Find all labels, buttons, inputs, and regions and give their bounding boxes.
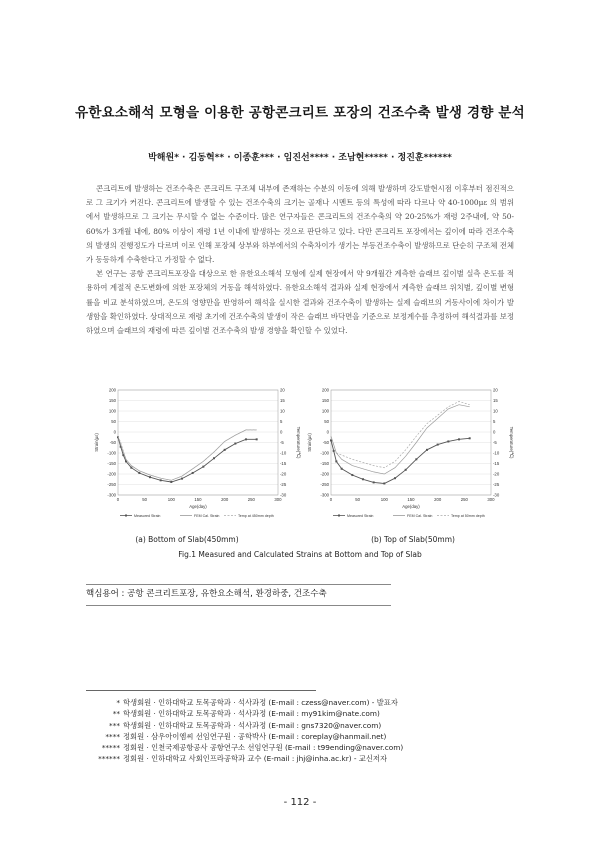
footnote-rule <box>86 690 316 691</box>
footnote-mark: **** <box>105 731 120 741</box>
legend-label: Measured Strain <box>347 514 374 518</box>
x-tick-label: 200 <box>434 497 442 502</box>
y2-tick-label: 5 <box>280 419 283 424</box>
footnote <box>86 720 516 731</box>
data-point <box>181 478 183 480</box>
data-point <box>224 449 226 451</box>
y2-tick-label: 15 <box>280 398 285 403</box>
legend-label: Temp at 450mm depth <box>238 514 274 518</box>
keywords-rule-bottom <box>86 605 391 606</box>
y-tick-label: -150 <box>320 461 329 466</box>
footnote-mark: * <box>116 698 120 707</box>
y2-tick-label: -10 <box>280 450 287 456</box>
y-tick-label: -200 <box>320 471 329 477</box>
footnote-mark: *** <box>109 720 120 730</box>
y-tick-label: -150 <box>107 461 116 466</box>
y2-tick-label: 0 <box>280 429 283 435</box>
keywords: 핵심용어 : 공항 콘크리트포장, 유한요소해석, 환경하중, 건조수축 <box>86 589 327 599</box>
data-point <box>170 481 172 483</box>
y2-tick-label: -25 <box>493 482 500 487</box>
y2-tick-label: -20 <box>280 471 287 477</box>
chart-top-of-slab <box>305 385 515 535</box>
y-tick-label: -300 <box>320 492 329 498</box>
y-tick-label: -250 <box>320 482 329 487</box>
data-point <box>125 460 127 462</box>
data-point <box>245 438 247 440</box>
y-tick-label: -200 <box>107 471 116 477</box>
y2-tick-label: 5 <box>493 419 496 424</box>
y2-tick-label: 10 <box>280 408 285 414</box>
legend-label: FEM Cal. Strain <box>194 514 220 518</box>
x-tick-label: 150 <box>194 497 202 502</box>
x-tick-label: 200 <box>221 497 229 502</box>
x-tick-label: 50 <box>142 497 148 502</box>
footnote-text: 정회원 · 인하대학교 사회인프라공학과 교수 (E-mail : jhj@inha.ac.kr) - 교신저자 <box>123 754 388 764</box>
data-point <box>426 449 428 451</box>
data-point <box>202 466 204 468</box>
y2-tick-label: -25 <box>280 482 287 487</box>
x-axis-label: Age(day) <box>189 504 207 509</box>
figure-caption: Fig.1 Measured and Calculated Strains at Bottom and Top of Slab <box>178 550 422 559</box>
data-point <box>335 460 337 462</box>
y-tick-label: -100 <box>107 450 116 456</box>
y2-tick-label: -30 <box>493 492 500 498</box>
y-axis-label: Strain(με) <box>307 433 312 452</box>
legend-label: Temp at 50mm depth <box>451 514 485 518</box>
chart-top-svg <box>305 385 515 535</box>
data-point <box>192 472 194 474</box>
data-point <box>351 474 353 476</box>
y-tick-label: 0 <box>326 429 329 435</box>
legend-marker <box>338 515 340 517</box>
footnote-text: 학생회원 · 인하대학교 토목공학과 · 석사과정 (E-mail : gns7320@naver.com) <box>123 720 382 730</box>
data-point <box>333 450 335 452</box>
data-point <box>130 467 132 469</box>
y2-axis-label: Temperature(℃) <box>296 426 301 459</box>
y-tick-label: 200 <box>321 387 329 393</box>
y2-tick-label: -5 <box>280 440 284 445</box>
x-tick-label: 50 <box>355 497 361 502</box>
footnote <box>86 753 516 764</box>
footnote <box>86 731 516 742</box>
figure-caption-a: (a) Bottom of Slab(450mm) <box>135 535 239 544</box>
keywords-rule-top <box>86 584 391 585</box>
x-axis-label: Age(day) <box>402 504 420 509</box>
x-tick-label: 0 <box>116 497 120 502</box>
data-point <box>234 443 236 445</box>
data-point <box>394 477 396 479</box>
data-point <box>160 479 162 481</box>
legend-label: Measured Strain <box>134 514 161 518</box>
data-point <box>383 482 385 484</box>
y-axis-label: Strain(με) <box>94 433 99 452</box>
y-tick-label: -50 <box>109 440 116 445</box>
data-point <box>341 468 343 470</box>
data-point <box>149 476 151 478</box>
page-number: - 112 - <box>283 797 317 808</box>
y-tick-label: 100 <box>321 408 329 414</box>
y-tick-label: 200 <box>108 387 116 393</box>
legend-marker <box>125 515 127 517</box>
y2-tick-label: -10 <box>493 450 500 456</box>
y2-tick-label: -5 <box>493 440 497 445</box>
abstract-paragraph-2: 본 연구는 공항 콘크리트포장을 대상으로 한 유한요소해석 모형에 실제 현장에서 약 9개월간 계측한 슬래브 깊이별 실측 온도를 적용하여 계절적 온도변화에 의한 포장체의 거동을 해석하였다. 유한요소해석 결과와 실제 현장에서 계측한 슬래브 위치별, 깊이별 변형률을 비교 분석하였으며, 온도의 영향만을 반영하여 해석을 실시한 결과와 건조수축이 발생하는 실제 슬래브의 거동사이에 차이가 발생함을 확인하였다. 상대적으로 재령 초기에 건조수축의 발생이 작은 슬래브 바닥면을 기준으로 보정계수를 추정하여 해석결과를 보정하였으며 슬래브의 재령에 따른 깊이별 건조수축의 발생 경향을 확인할 수 있었다. <box>86 269 514 336</box>
data-point <box>256 438 258 440</box>
footnote-mark: ** <box>112 709 120 719</box>
footnote <box>86 708 516 719</box>
legend-label: FEM Cal. Strain <box>407 514 433 518</box>
y-tick-label: -100 <box>320 450 329 456</box>
series-line <box>331 402 470 468</box>
data-point <box>447 440 449 442</box>
abstract-paragraph-1: 콘크리트에 발생하는 건조수축은 콘크리트 구조체 내부에 존재하는 수분의 이동에 의해 발생하며 강도발현시점 이후부터 점진적으로 그 크기가 커진다. 콘크리트에 발생할 수 있는 건조수축의 크기는 골재나 시멘트 등의 특성에 따라 다르나 약 40-1000με 의 범위에서 발생하므로 그 크기는 무시할 수 없는 수준이다. 많은 연구자들은 콘크리트의 건조수축의 약 20-25%가 재령 2주내에, 약 50-60%가 3개월 내에, 80% 이상이 재령 1년 이내에 발생하는 것으로 판단하고 있다. 다만 콘크리트 포장에서는 깊이에 따라 건조수축의 발생의 진행정도가 다르며 이로 인해 포장체 상부와 하부에서의 수축차이가 생기는 부등건조수축이 발생하므로 단순히 구조체 전체가 동등하게 수축한다고 가정할 수 없다. <box>86 184 514 265</box>
data-point <box>330 439 332 441</box>
y2-tick-label: 10 <box>493 408 498 414</box>
data-point <box>458 438 460 440</box>
footnote <box>86 742 516 753</box>
x-tick-label: 300 <box>487 497 495 502</box>
data-point <box>405 469 407 471</box>
footnotes <box>86 697 516 765</box>
x-tick-label: 300 <box>274 497 282 502</box>
y2-axis-label: Temperature(℃) <box>509 426 514 459</box>
y-tick-label: -50 <box>322 440 329 445</box>
y2-tick-label: 15 <box>493 398 498 403</box>
y2-tick-label: -15 <box>493 461 500 466</box>
footnote-text: 학생회원 · 인하대학교 토목공학과 · 석사과정 (E-mail : czess@naver.com) - 발표자 <box>123 698 398 707</box>
chart-bottom-of-slab <box>92 385 302 535</box>
data-point <box>415 458 417 460</box>
y2-tick-label: 0 <box>493 429 496 435</box>
figure-caption-b: (b) Top of Slab(50mm) <box>371 535 455 544</box>
footnote-mark: ***** <box>101 743 120 753</box>
x-tick-label: 150 <box>407 497 415 502</box>
y-tick-label: 150 <box>321 398 329 403</box>
data-point <box>469 437 471 439</box>
y-tick-label: 0 <box>113 429 116 435</box>
data-point <box>373 481 375 483</box>
paper-title: 유한요소해석 모형을 이용한 공항콘크리트 포장의 건조수축 발생 경향 분석 <box>75 105 525 121</box>
y2-tick-label: -30 <box>280 492 287 498</box>
x-tick-label: 0 <box>329 497 333 502</box>
author-list: 박해원* · 김동혁** · 이종훈*** · 임진선**** · 조남현***** · 정진훈****** <box>148 153 452 163</box>
y-tick-label: 150 <box>108 398 116 403</box>
x-tick-label: 100 <box>380 497 388 502</box>
x-tick-label: 100 <box>167 497 175 502</box>
footnote-text: 정회원 · 삼우아이엠씨 선임연구원 · 공학박사 (E-mail : coreplay@hanmail.net) <box>123 731 387 741</box>
series-line <box>331 438 470 483</box>
y2-tick-label: -15 <box>280 461 287 466</box>
y-tick-label: 50 <box>111 419 116 424</box>
x-tick-label: 250 <box>460 497 468 502</box>
y2-tick-label: 20 <box>493 387 498 393</box>
x-tick-label: 250 <box>247 497 255 502</box>
y-tick-label: -250 <box>107 482 116 487</box>
abstract <box>86 182 514 338</box>
y2-tick-label: 20 <box>280 387 285 393</box>
y-tick-label: 100 <box>108 408 116 414</box>
data-point <box>138 472 140 474</box>
y2-tick-label: -20 <box>493 471 500 477</box>
footnote-text: 학생회원 · 인하대학교 토목공학과 · 석사과정 (E-mail : my91kim@nate.com) <box>123 709 380 719</box>
data-point <box>362 478 364 480</box>
footnote <box>86 697 516 708</box>
footnote-text: 정회원 · 인천국제공항공사 공항연구소 선임연구원 (E-mail : t99ending@naver.com) <box>123 743 404 753</box>
y-tick-label: 50 <box>324 419 329 424</box>
footnote-mark: ****** <box>98 754 120 764</box>
data-point <box>213 457 215 459</box>
chart-bottom-svg <box>92 385 302 535</box>
data-point <box>437 444 439 446</box>
y-tick-label: -300 <box>107 492 116 498</box>
